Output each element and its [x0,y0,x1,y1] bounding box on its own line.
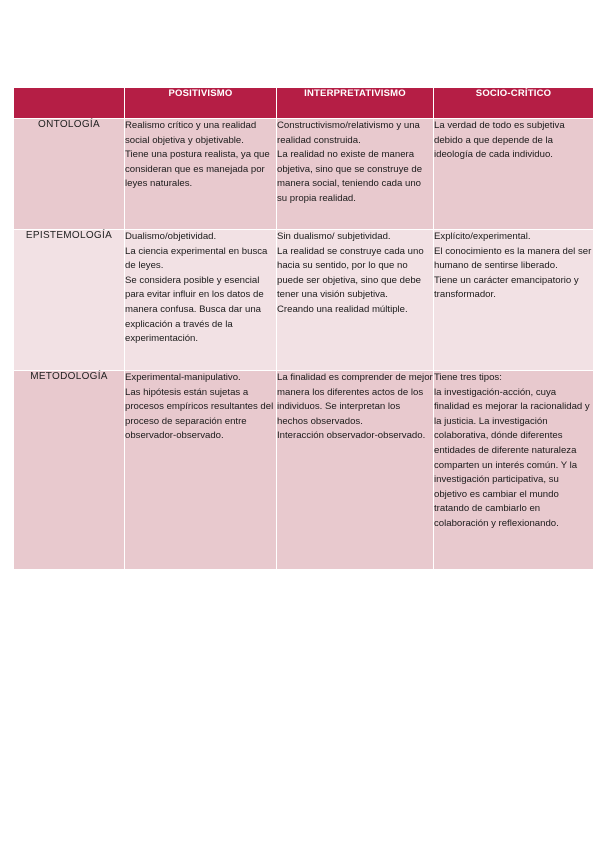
table-row-metodologia [14,371,594,570]
cell-text: Interacción observador-observado. [277,430,426,442]
cell-epistemologia-socio-critico [434,230,594,371]
cell-text: La realidad se construye cada uno hacia su sentido, por lo que no puede ser objetiva, sino que debe tener una visión subjetiva. [277,245,424,301]
cell-text: Explícito/experimental. [434,231,531,242]
cell-text: La realidad no existe de manera objetiva, sino que se construye de manera social, teniendo cada uno su propia realidad. [277,149,423,204]
table-row-ontologia [14,119,594,230]
cell-text: Tiene tres tipos: [434,372,502,383]
cell-text: Experimental-manipulativo. [125,372,241,383]
cell-ontologia-socio-critico [434,119,594,230]
cell-ontologia-positivismo [125,119,277,230]
cell-text: Dualismo/objetividad. [125,231,217,242]
cell-text: La finalidad es comprender de mejor manera los diferentes actos de los individuos. Se interpretan los hechos observados. [277,372,433,427]
row-label-metodologia: METODOLOGÍA [14,371,125,570]
cell-ontologia-interpretativismo [277,119,434,230]
cell-metodologia-positivismo [125,371,277,570]
header-socio-critico: SOCIO-CRÍTICO [434,88,594,119]
cell-text: Las hipótesis están sujetas a procesos empíricos resultantes del proceso de separación entre observador-observado. [125,386,274,442]
cell-text: La ciencia experimental en busca de leyes. [125,245,268,272]
header-positivismo: POSITIVISMO [125,88,277,119]
table-row-epistemologia [14,230,594,371]
cell-text: Se considera posible y esencial para evitar influir en los datos de manera confusa. Busca dar una explicación a través de la experimentación. [125,274,264,345]
cell-text: El conocimiento es la manera del ser humano de sentirse liberado. [434,245,592,272]
cell-text: Tiene una postura realista, ya que consideran que es manejada por leyes naturales. [125,149,270,190]
table-header-row [14,88,594,119]
row-label-ontologia: ONTOLOGÍA [14,119,125,230]
cell-text: Sin dualismo/ subjetividad. [277,231,391,242]
cell-metodologia-socio-critico [434,371,594,570]
cell-text: La verdad de todo es subjetiva debido a que depende de la ideología de cada individuo. [434,120,565,161]
header-interpretativismo: INTERPRETATIVISMO [277,88,434,119]
cell-text: Realismo crítico y una realidad social objetiva y objetivable. [125,120,257,146]
paradigms-table [13,87,594,570]
cell-metodologia-interpretativismo [277,371,434,570]
cell-text: Tiene un carácter emancipatorio y transformador. [434,274,579,301]
cell-epistemologia-interpretativismo [277,230,434,371]
cell-epistemologia-positivismo [125,230,277,371]
cell-text: la investigación-acción, cuya finalidad es mejorar la racionalidad y la justicia. La investigación colaborativa, dónde diferentes entidades de diferente naturaleza comparten un interés común. Y la investigación participativa, su objetivo es cambiar el mundo tratando de cambiarlo en colaboración y reflexionando. [434,386,590,529]
cell-text: Constructivismo/relativismo y una realidad construida. [277,120,420,146]
row-label-epistemologia: EPISTEMOLOGÍA [14,230,125,371]
cell-text: Creando una realidad múltiple. [277,303,408,315]
header-empty-cell [14,88,125,119]
